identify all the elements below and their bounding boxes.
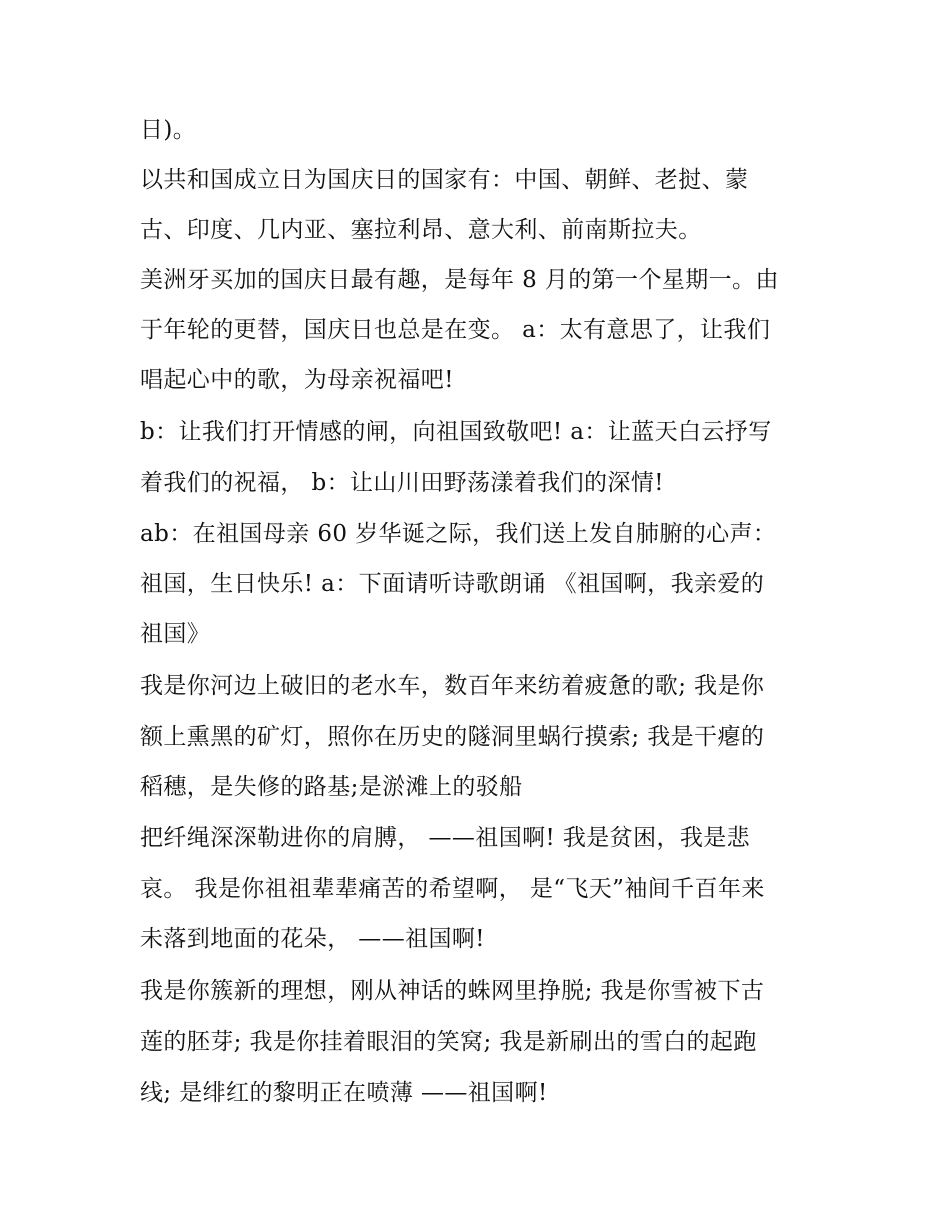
text-line: 额上熏黑的矿灯，照你在历史的隧洞里蜗行摸索; 我是干瘪的 [140,724,765,750]
text-line: 着我们的祝福， b：让山川田野荡漾着我们的深情! [140,470,664,496]
text-line: 哀。 我是你祖祖辈辈痛苦的希望啊， 是“飞天”袖间千百年来 [140,876,765,902]
text-line: 美洲牙买加的国庆日最有趣，是每年 8 月的第一个星期一。由 [140,267,779,293]
text-line: 把纤绳深深勒进你的肩膊， ——祖国啊! 我是贫困，我是悲 [140,825,751,851]
text-line: 唱起心中的歌，为母亲祝福吧! [140,367,454,393]
text-line: 我是你河边上破旧的老水车，数百年来纺着疲惫的歌; 我是你 [140,673,765,699]
text-line: 祖国》 [140,621,211,647]
text-line: b：让我们打开情感的闸，向祖国致敬吧! a：让蓝天白云抒写 [140,419,772,445]
text-line: 线; 是绯红的黎明正在喷薄 ——祖国啊! [140,1080,548,1106]
text-line: 以共和国成立日为国庆日的国家有：中国、朝鲜、老挝、蒙 [140,167,749,193]
text-line: 祖国，生日快乐! a：下面请听诗歌朗诵 《祖国啊，我亲爱的 [140,571,765,597]
text-line: 日)。 [140,117,197,143]
text-line: 古、印度、几内亚、塞拉利昂、意大利、前南斯拉夫。 [140,217,702,243]
text-line: 于年轮的更替，国庆日也总是在变。 a：太有意思了，让我们 [140,317,771,343]
text-line: ab：在祖国母亲 60 岁华诞之际，我们送上发自肺腑的心声： [140,521,777,547]
text-line: 稻穗，是失修的路基;是淤滩上的驳船 [140,774,523,800]
text-line: 我是你簇新的理想，刚从神话的蛛网里挣脱; 我是你雪被下古 [140,978,765,1004]
text-line: 莲的胚芽; 我是你挂着眼泪的笑窝; 我是新刷出的雪白的起跑 [140,1029,757,1055]
text-line: 未落到地面的花朵， ——祖国啊! [140,926,485,952]
